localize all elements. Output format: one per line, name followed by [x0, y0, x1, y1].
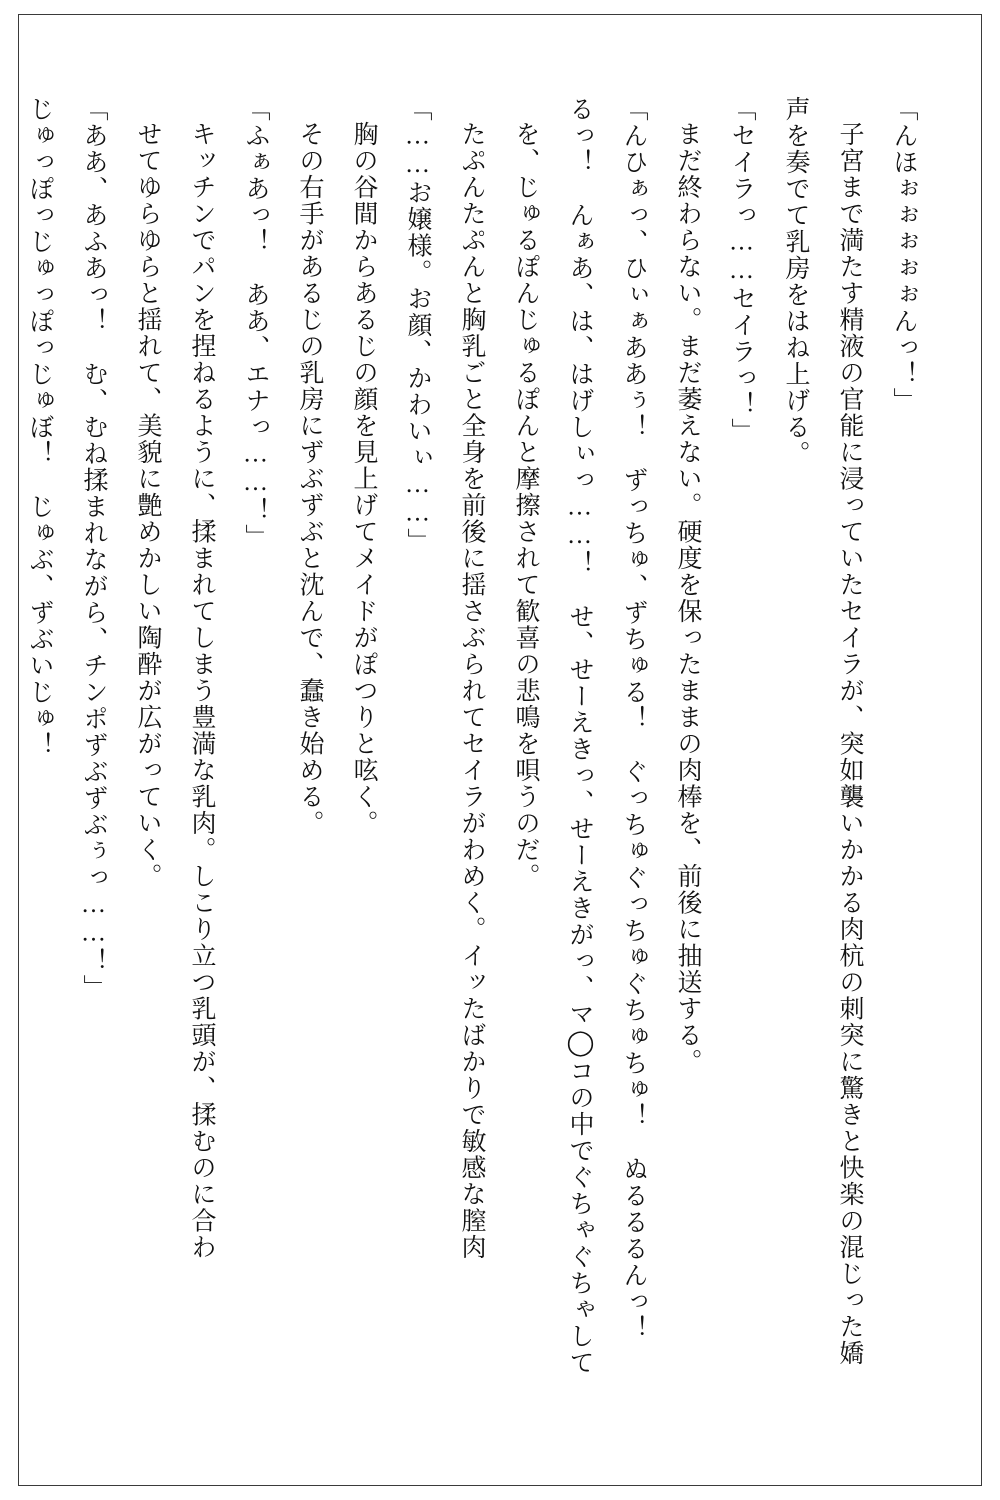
paragraph: を、じゅるぽんじゅるぽんと摩擦されて歓喜の悲鳴を唄うのだ。 — [512, 121, 539, 890]
paragraph: 「……お嬢様。お顔、かわいぃ……」 — [404, 96, 431, 555]
paragraph: 子宮まで満たす精液の官能に浸っていたセイラが、突如襲いかかる肉杭の刺突に驚きと快楽の混じった嬌声を奏でて乳房をはね上げる。 — [782, 96, 863, 1367]
paragraph: るっ！ んぁあ、は、はげしぃっ……！ せ、せーえきっ、せーえきがっ、マ◯コの中でぐちゃぐちゃして — [566, 96, 593, 1376]
paragraph: じゅっぽっじゅっぽっじゅぼ！ じゅぶ、ずぶいじゅ！ — [26, 96, 53, 759]
paragraph: 「ふぁあっ！ ああ、エナっ……！」 — [242, 96, 269, 551]
paragraph: せてゆらゆらと揺れて、美貌に艶めかしい陶酔が広がっていく。 — [134, 121, 161, 890]
paragraph: その右手があるじの乳房にずぶずぶと沈んで、蠢き始める。 — [296, 121, 323, 837]
paragraph: キッチンでパンを捏ねるように、揉まれてしまう豊満な乳肉。しこり立つ乳頭が、揉むのに合わ — [188, 121, 215, 1261]
paragraph: たぷんたぷんと胸乳ごと全身を前後に揺さぶられてセイラがわめく。イッたばかりで敏感な膣肉 — [458, 121, 485, 1261]
paragraph: 「んひぁっ、ひぃぁああぅ！ ずっちゅ、ずちゅる！ ぐっちゅぐっちゅぐちゅちゅ！ ぬるるるんっ！ — [620, 96, 647, 1342]
paragraph: 「セイラっ……セイラっ！」 — [728, 96, 755, 445]
paragraph: まだ終わらない。まだ萎えない。硬度を保ったままの肉棒を、前後に抽送する。 — [674, 121, 701, 1075]
paragraph: 「んほぉぉぉぉぉんっ！」 — [890, 96, 917, 414]
paragraph: 「ああ、あふあっ！ む、むね揉まれながら、チンポずぶずぶぅっ……！」 — [80, 96, 107, 1001]
vertical-text-body — [26, 96, 930, 1386]
paragraph: 胸の谷間からあるじの顔を見上げてメイドがぽつりと呟く。 — [350, 121, 377, 837]
